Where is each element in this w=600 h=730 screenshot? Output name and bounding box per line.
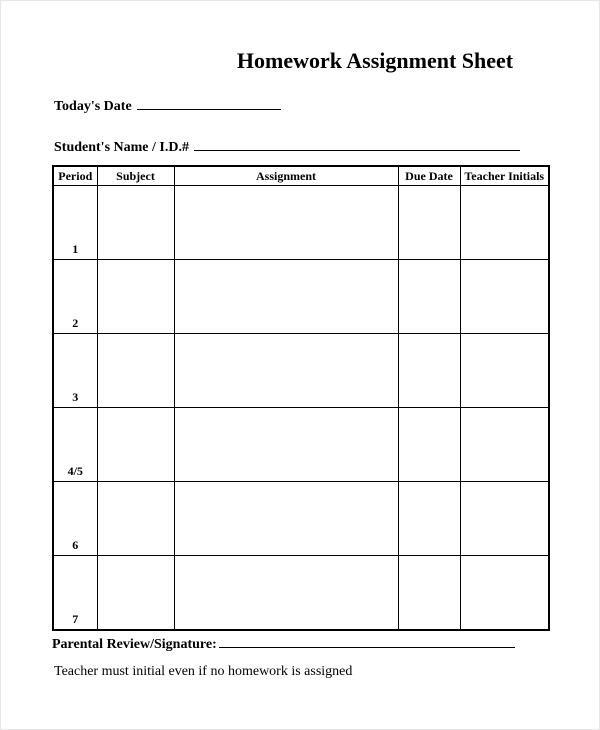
assignment-cell[interactable]	[174, 408, 398, 482]
student-name-input[interactable]	[194, 138, 520, 151]
homework-table	[52, 165, 550, 631]
todays-date-input[interactable]	[137, 97, 281, 110]
table-row	[53, 408, 549, 482]
teacher-initials-cell[interactable]	[460, 334, 549, 408]
due-date-cell[interactable]	[398, 482, 460, 556]
assignment-cell[interactable]	[174, 260, 398, 334]
due-date-cell[interactable]	[398, 408, 460, 482]
subject-cell[interactable]	[97, 408, 174, 482]
teacher-initials-cell[interactable]	[460, 260, 549, 334]
table-row	[53, 556, 549, 631]
due-date-cell[interactable]	[398, 260, 460, 334]
page-title: Homework Assignment Sheet	[236, 48, 514, 73]
assignment-cell[interactable]	[174, 556, 398, 631]
table-row	[53, 260, 549, 334]
subject-cell[interactable]	[97, 556, 174, 631]
parental-review-field	[52, 635, 515, 653]
due-date-cell[interactable]	[398, 334, 460, 408]
teacher-note: Teacher must initial even if no homework is assigned	[54, 664, 353, 679]
header-period: Period	[53, 166, 97, 186]
subject-cell[interactable]	[97, 334, 174, 408]
period-cell: 7	[53, 556, 97, 631]
subject-cell[interactable]	[97, 482, 174, 556]
todays-date-field	[54, 97, 281, 115]
header-teacher-initials: Teacher Initials	[460, 166, 549, 186]
student-name-label: Student's Name / I.D.#	[54, 140, 189, 155]
parental-signature-input[interactable]	[219, 635, 515, 648]
teacher-initials-cell[interactable]	[460, 408, 549, 482]
table-header-row	[53, 166, 549, 186]
teacher-initials-cell[interactable]	[460, 482, 549, 556]
period-cell: 1	[53, 186, 97, 260]
assignment-cell[interactable]	[174, 186, 398, 260]
header-assignment: Assignment	[174, 166, 398, 186]
table-row	[53, 482, 549, 556]
todays-date-label: Today's Date	[54, 99, 132, 114]
subject-cell[interactable]	[97, 260, 174, 334]
student-name-field	[54, 138, 520, 156]
header-subject: Subject	[97, 166, 174, 186]
period-cell: 4/5	[53, 408, 97, 482]
subject-cell[interactable]	[97, 186, 174, 260]
header-due-date: Due Date	[398, 166, 460, 186]
parental-review-label: Parental Review/Signature:	[52, 637, 217, 652]
period-cell: 6	[53, 482, 97, 556]
teacher-initials-cell[interactable]	[460, 186, 549, 260]
table-row	[53, 186, 549, 260]
assignment-cell[interactable]	[174, 334, 398, 408]
due-date-cell[interactable]	[398, 186, 460, 260]
period-cell: 2	[53, 260, 97, 334]
assignment-cell[interactable]	[174, 482, 398, 556]
period-cell: 3	[53, 334, 97, 408]
table-row	[53, 334, 549, 408]
due-date-cell[interactable]	[398, 556, 460, 631]
teacher-initials-cell[interactable]	[460, 556, 549, 631]
